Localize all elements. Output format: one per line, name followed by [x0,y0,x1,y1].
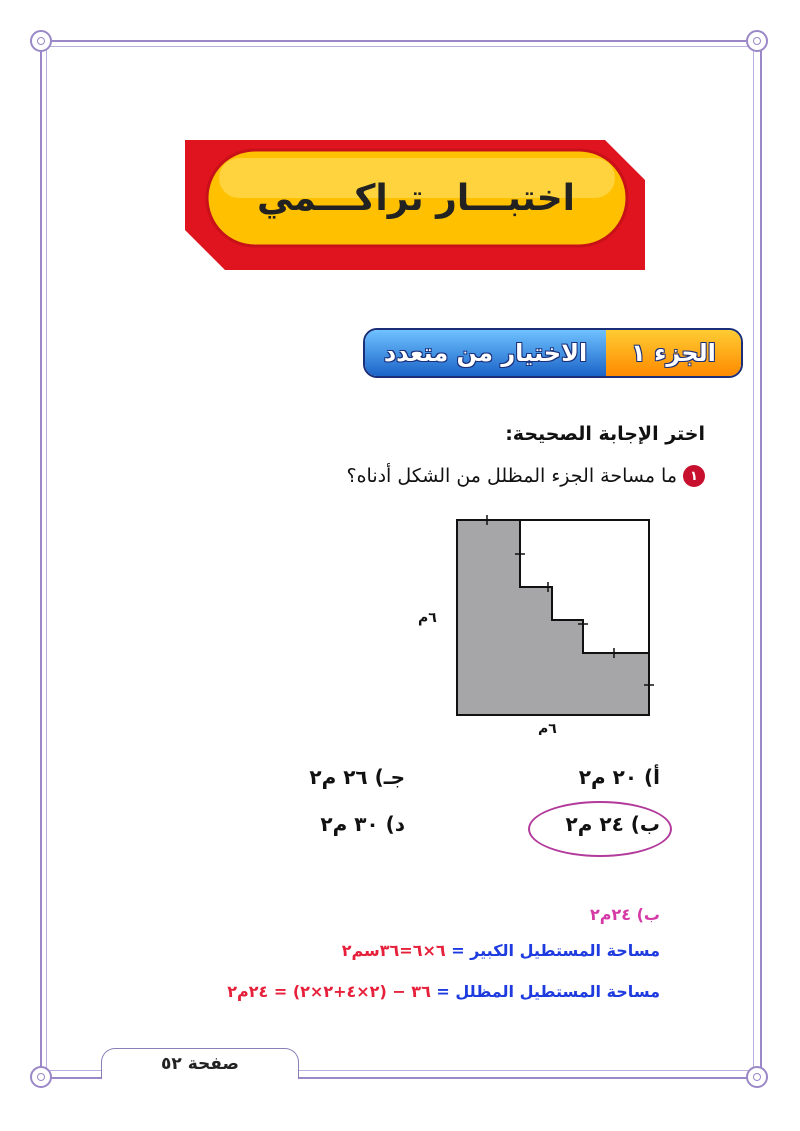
choice-d[interactable]: د) ٣٠ م٢ [320,812,405,836]
instruction-text: اختر الإجابة الصحيحة: [505,423,705,445]
question-number-badge: ١ [683,465,705,487]
part-label-box [606,330,741,376]
part-label: الجزء ١ [631,339,716,367]
corner-ornament-icon [746,1066,768,1088]
choice-b[interactable]: ب) ٢٤ م٢ [565,812,660,836]
solution-answer: ب) ٢٤م٢ [590,905,660,924]
solution-line-1 [342,941,660,960]
part-title-box [365,330,606,376]
section-header [363,328,743,378]
solution-line-2 [227,982,660,1001]
solution-line-2-label: مساحة المستطيل المظلل = [436,982,660,1001]
solution-line-1-value: ٦×٦=٣٦سم٢ [341,941,446,960]
corner-ornament-icon [30,1066,52,1088]
corner-ornament-icon [746,30,768,52]
figure-bottom-label: ٦م [538,721,557,735]
page-number-tab [101,1048,299,1079]
question-1 [346,465,705,487]
solution-line-1-label: مساحة المستطيل الكبير = [451,941,660,960]
selected-answer-ring [528,801,672,857]
banner-title: اختبـــار تراكـــمي [256,177,576,219]
choice-a[interactable]: أ) ٢٠ م٢ [578,765,660,789]
part-title: الاختيار من متعدد [383,339,588,367]
corner-ornament-icon [30,30,52,52]
figure-left-label: ٦م [418,610,437,626]
choice-c[interactable]: جـ) ٢٦ م٢ [309,765,405,789]
question-text: ما مساحة الجزء المظلل من الشكل أدناه؟ [346,465,677,487]
page-number: صفحة ٥٢ [161,1054,239,1074]
solution-line-2-value: ٣٦ − (٢×٤+٢×٢) = ٢٤م٢ [227,982,431,1001]
shaded-area-figure [400,505,680,735]
